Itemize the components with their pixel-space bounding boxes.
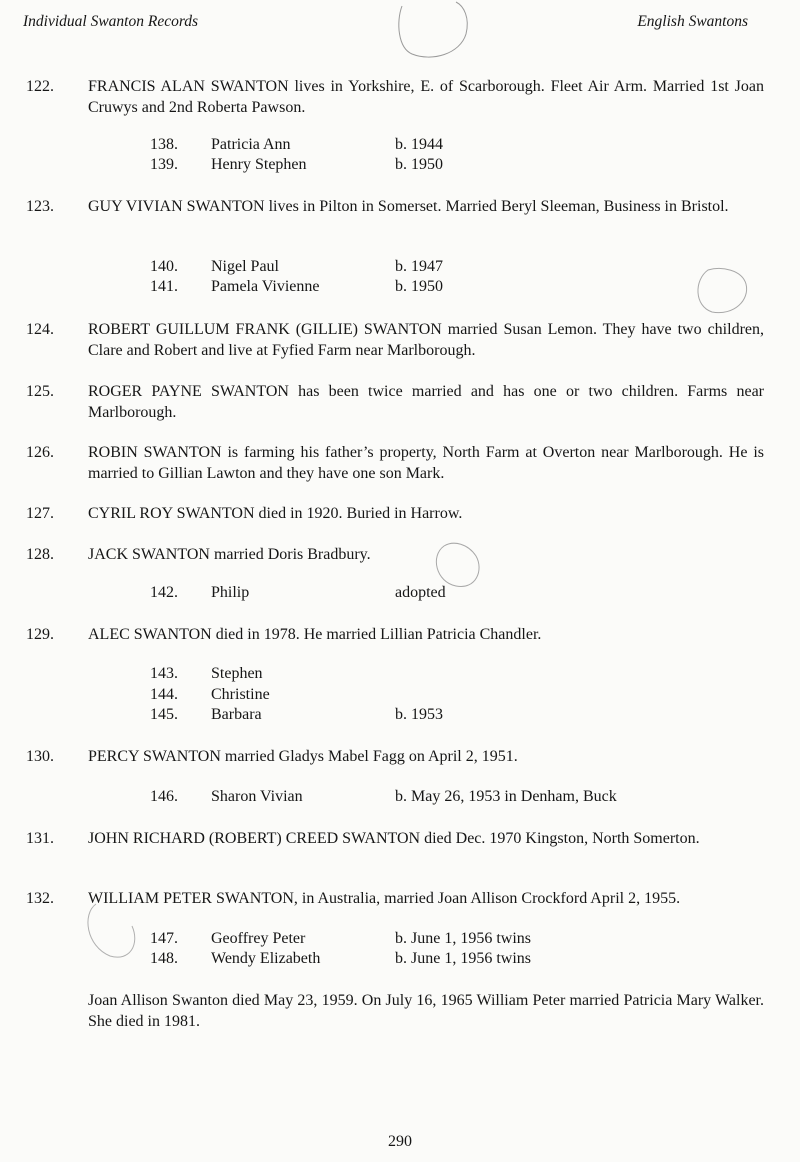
- child-row: [0, 155, 800, 175]
- child-number: 146.: [150, 788, 178, 805]
- running-header-left: Individual Swanton Records: [23, 13, 199, 30]
- child-name: Pamela Vivienne: [211, 278, 320, 295]
- record-entry: [26, 624, 764, 645]
- child-row: [0, 685, 800, 705]
- child-number: 142.: [150, 584, 178, 601]
- child-number: 138.: [150, 136, 178, 153]
- entry-text: ALEC SWANTON died in 1978. He married Lillian Patricia Chandler.: [88, 626, 542, 643]
- child-row: [0, 787, 800, 807]
- entry-text: JOHN RICHARD (ROBERT) CREED SWANTON died Dec. 1970 Kingston, North Somerton.: [88, 830, 700, 847]
- record-entry: [26, 76, 764, 118]
- child-name: Philip: [211, 584, 250, 601]
- entry-text: WILLIAM PETER SWANTON, in Australia, married Joan Allison Crockford April 2, 1955.: [88, 890, 681, 907]
- record-entry: [26, 503, 764, 524]
- record-entry: [26, 888, 764, 909]
- child-row: [0, 257, 800, 277]
- entry-text: ROBERT GUILLUM FRANK (GILLIE) SWANTON married Susan Lemon. They have two children, Clare and Robert and live at Fyfied Farm near Marlborough.: [88, 321, 764, 359]
- record-entry: [26, 746, 764, 767]
- child-info: b. June 1, 1956 twins: [395, 930, 531, 947]
- record-entry: [26, 381, 764, 423]
- entry-number: 125.: [26, 383, 54, 400]
- child-name: Geoffrey Peter: [211, 930, 306, 947]
- child-info: b. 1950: [395, 278, 443, 295]
- entry-number: 131.: [26, 830, 54, 847]
- child-row: [0, 135, 800, 155]
- child-name: Christine: [211, 686, 270, 703]
- child-row: [0, 583, 800, 603]
- child-info: b. May 26, 1953 in Denham, Buck: [395, 788, 617, 805]
- entry-number: 130.: [26, 748, 54, 765]
- child-name: Nigel Paul: [211, 258, 279, 275]
- child-name: Patricia Ann: [211, 136, 291, 153]
- record-entry: [26, 544, 764, 565]
- child-row: [0, 664, 800, 684]
- record-entry: [26, 828, 764, 849]
- child-row: [0, 277, 800, 297]
- entry-number: 124.: [26, 321, 54, 338]
- child-number: 143.: [150, 665, 178, 682]
- entry-number: 122.: [26, 78, 54, 95]
- entry-number: 128.: [26, 546, 54, 563]
- child-number: 139.: [150, 156, 178, 173]
- child-number: 140.: [150, 258, 178, 275]
- child-number: 144.: [150, 686, 178, 703]
- entry-number: 126.: [26, 444, 54, 461]
- record-entry: [26, 196, 764, 217]
- entry-text: GUY VIVIAN SWANTON lives in Pilton in Somerset. Married Beryl Sleeman, Business in Bristol.: [88, 198, 729, 215]
- child-name: Henry Stephen: [211, 156, 307, 173]
- child-info: b. June 1, 1956 twins: [395, 950, 531, 967]
- child-row: [0, 705, 800, 725]
- child-name: Wendy Elizabeth: [211, 950, 321, 967]
- child-info: b. 1950: [395, 156, 443, 173]
- child-number: 147.: [150, 930, 178, 947]
- entry-number: 132.: [26, 890, 54, 907]
- record-entry: [26, 319, 764, 361]
- child-name: Barbara: [211, 706, 262, 723]
- child-info: b. 1947: [395, 258, 443, 275]
- child-info: b. 1944: [395, 136, 443, 153]
- entry-text: CYRIL ROY SWANTON died in 1920. Buried in Harrow.: [88, 505, 463, 522]
- child-number: 148.: [150, 950, 178, 967]
- entry-text: ROGER PAYNE SWANTON has been twice married and has one or two children. Farms near Marlborough.: [88, 383, 764, 421]
- page-number: 290: [388, 1133, 412, 1150]
- entry-text: JACK SWANTON married Doris Bradbury.: [88, 546, 371, 563]
- child-name: Stephen: [211, 665, 263, 682]
- entry-number: 127.: [26, 505, 54, 522]
- child-info: b. 1953: [395, 706, 443, 723]
- child-number: 145.: [150, 706, 178, 723]
- child-number: 141.: [150, 278, 178, 295]
- entry-number: 123.: [26, 198, 54, 215]
- child-name: Sharon Vivian: [211, 788, 303, 805]
- entry-text: FRANCIS ALAN SWANTON lives in Yorkshire, E. of Scarborough. Fleet Air Arm. Married 1st Joan Cruwys and 2nd Roberta Pawson.: [88, 78, 764, 116]
- child-row: [0, 929, 800, 949]
- child-row: [0, 949, 800, 969]
- closing-note: Joan Allison Swanton died May 23, 1959. On July 16, 1965 William Peter married Patricia Mary Walker. She died in 1981.: [88, 992, 764, 1030]
- running-header-right: English Swantons: [637, 13, 748, 30]
- record-entry: [26, 442, 764, 484]
- entry-number: 129.: [26, 626, 54, 643]
- entry-text: ROBIN SWANTON is farming his father’s property, North Farm at Overton near Marlborough. He is married to Gillian Lawton and they have one son Mark.: [88, 444, 764, 482]
- child-info: adopted: [395, 584, 446, 601]
- entry-text: PERCY SWANTON married Gladys Mabel Fagg on April 2, 1951.: [88, 748, 518, 765]
